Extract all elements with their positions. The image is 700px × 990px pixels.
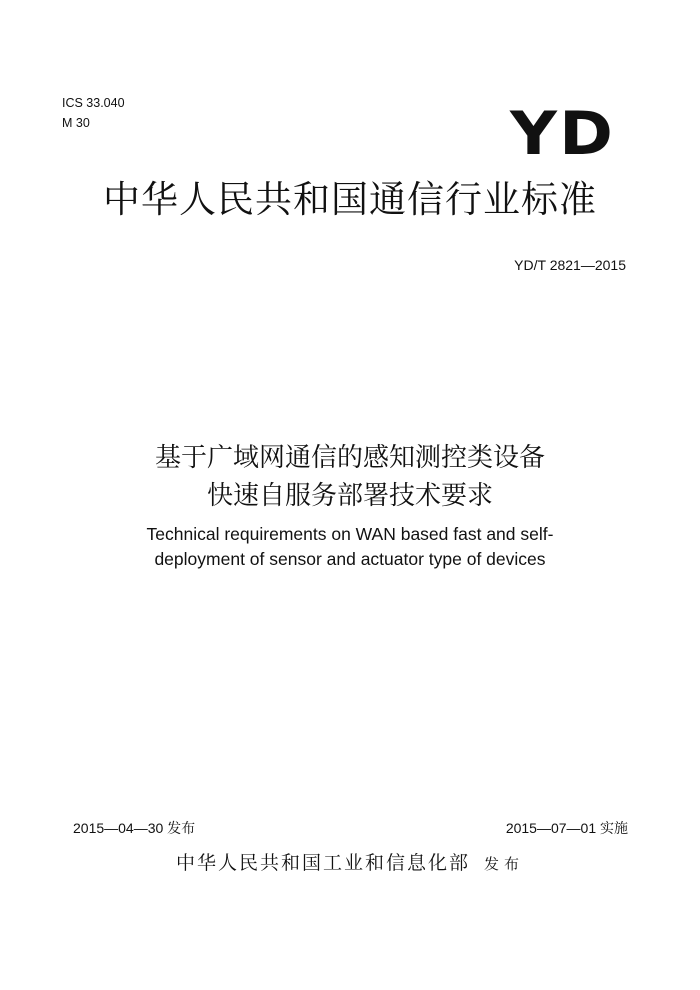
title-english-line-2: deployment of sensor and actuator type of devices bbox=[154, 549, 546, 569]
title-chinese-line-1: 基于广域网通信的感知测控类设备 bbox=[154, 443, 545, 473]
ics-code: ICS 33.040 bbox=[62, 96, 125, 110]
issuer-name: 中华人民共和国工业和信息化部 bbox=[175, 852, 470, 874]
title-english-line-1: Technical requirements on WAN based fast and self- bbox=[146, 524, 554, 544]
standard-category-title: 中华人民共和国通信行业标准 bbox=[103, 178, 597, 221]
yd-logo: YD bbox=[510, 99, 616, 169]
title-chinese-line-2: 快速自服务部署技术要求 bbox=[206, 481, 493, 511]
issuer-line bbox=[0, 850, 700, 877]
ccs-code: M 30 bbox=[62, 116, 90, 130]
effective-date: 2015—07—01 实施 bbox=[505, 820, 628, 836]
standard-number: YD/T 2821—2015 bbox=[514, 257, 626, 273]
publish-label: 发布 bbox=[484, 855, 525, 873]
issue-date: 2015—04—30 发布 bbox=[73, 820, 196, 836]
classification-codes bbox=[62, 93, 125, 133]
